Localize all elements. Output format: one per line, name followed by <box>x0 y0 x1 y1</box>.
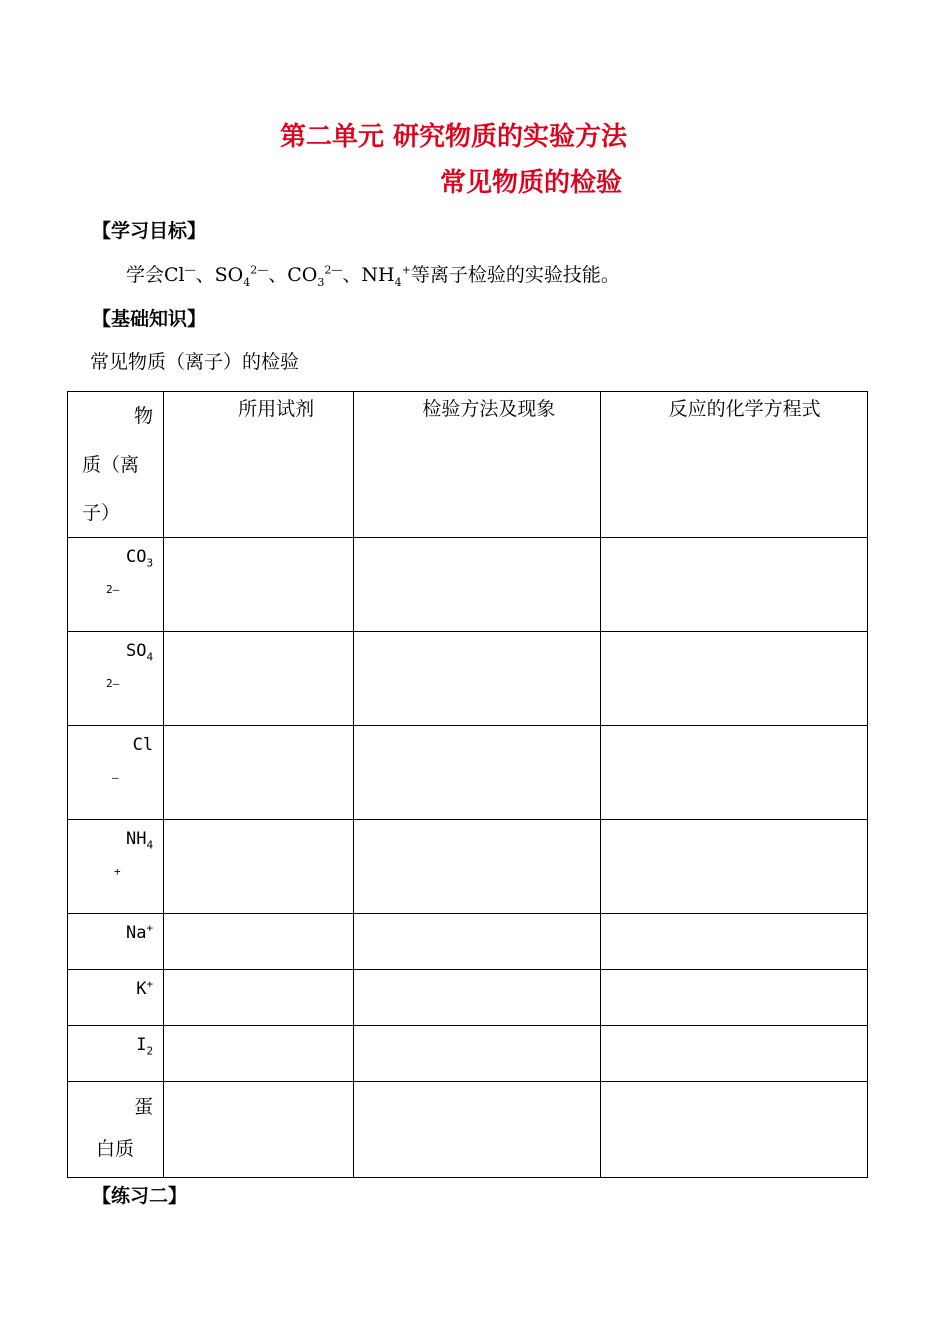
cell-reagent[interactable] <box>164 538 354 632</box>
cell-substance: $SO_4$ 2— <box>68 632 164 726</box>
cell-reagent[interactable] <box>164 726 354 820</box>
cell-substance: 蛋 白质 <box>68 1082 164 1178</box>
table-row <box>68 726 868 820</box>
separator: 、 <box>268 264 288 286</box>
header-reagent: 所用试剂 <box>164 392 354 538</box>
exercise-heading: 【练习二】 <box>92 1185 188 1207</box>
goals-prefix: 学会 <box>126 264 165 286</box>
page-title: 第二单元 研究物质的实验方法 <box>280 122 628 152</box>
goals-suffix: 等离子检验的实验技能。 <box>410 264 620 286</box>
basics-subtitle: 常见物质（离子）的检验 <box>90 351 300 373</box>
table-row <box>68 914 868 970</box>
cell-substance: $NH_4$ + <box>68 820 164 914</box>
table-header-row <box>68 392 868 538</box>
cell-equation[interactable] <box>600 538 867 632</box>
table-row <box>68 538 868 632</box>
cell-reagent[interactable] <box>164 820 354 914</box>
table-row <box>68 970 868 1026</box>
cell-equation[interactable] <box>600 1026 867 1082</box>
cell-method[interactable] <box>354 914 600 970</box>
table-row <box>68 1082 868 1178</box>
goals-text <box>126 262 620 288</box>
separator: 、 <box>342 264 362 286</box>
cell-method[interactable] <box>354 1026 600 1082</box>
separator: 、 <box>195 264 215 286</box>
table-row <box>68 632 868 726</box>
ion-nh4: $NH_4^+$ <box>361 263 411 289</box>
cell-substance: K+ <box>68 970 164 1026</box>
cell-equation[interactable] <box>600 820 867 914</box>
cell-substance: Na+ <box>68 914 164 970</box>
ion-co3: $CO_3^{2—}$ <box>287 263 343 289</box>
header-method: 检验方法及现象 <box>354 392 600 538</box>
cell-method[interactable] <box>354 632 600 726</box>
cell-equation[interactable] <box>600 1082 867 1178</box>
goals-heading: 【学习目标】 <box>92 220 207 242</box>
cell-reagent[interactable] <box>164 970 354 1026</box>
header-substance: 物 质（离 子） <box>68 392 164 538</box>
page-subtitle: 常见物质的检验 <box>440 168 623 198</box>
table-row <box>68 820 868 914</box>
cell-method[interactable] <box>354 970 600 1026</box>
ion-test-table <box>67 391 868 1178</box>
cell-method[interactable] <box>354 820 600 914</box>
cell-equation[interactable] <box>600 970 867 1026</box>
cell-reagent[interactable] <box>164 914 354 970</box>
header-equation: 反应的化学方程式 <box>600 392 867 538</box>
cell-method[interactable] <box>354 726 600 820</box>
cell-substance: $I_2$ <box>68 1026 164 1082</box>
cell-reagent[interactable] <box>164 1026 354 1082</box>
cell-reagent[interactable] <box>164 1082 354 1178</box>
basics-heading: 【基础知识】 <box>92 308 207 330</box>
cell-reagent[interactable] <box>164 632 354 726</box>
cell-equation[interactable] <box>600 632 867 726</box>
cell-equation[interactable] <box>600 726 867 820</box>
table-row <box>68 1026 868 1082</box>
ion-cl: Cl— <box>164 263 196 286</box>
cell-substance: $CO_3$ 2— <box>68 538 164 632</box>
ion-so4: $SO_4^{2—}$ <box>214 263 269 289</box>
cell-method[interactable] <box>354 538 600 632</box>
cell-method[interactable] <box>354 1082 600 1178</box>
cell-equation[interactable] <box>600 914 867 970</box>
cell-substance: Cl — <box>68 726 164 820</box>
